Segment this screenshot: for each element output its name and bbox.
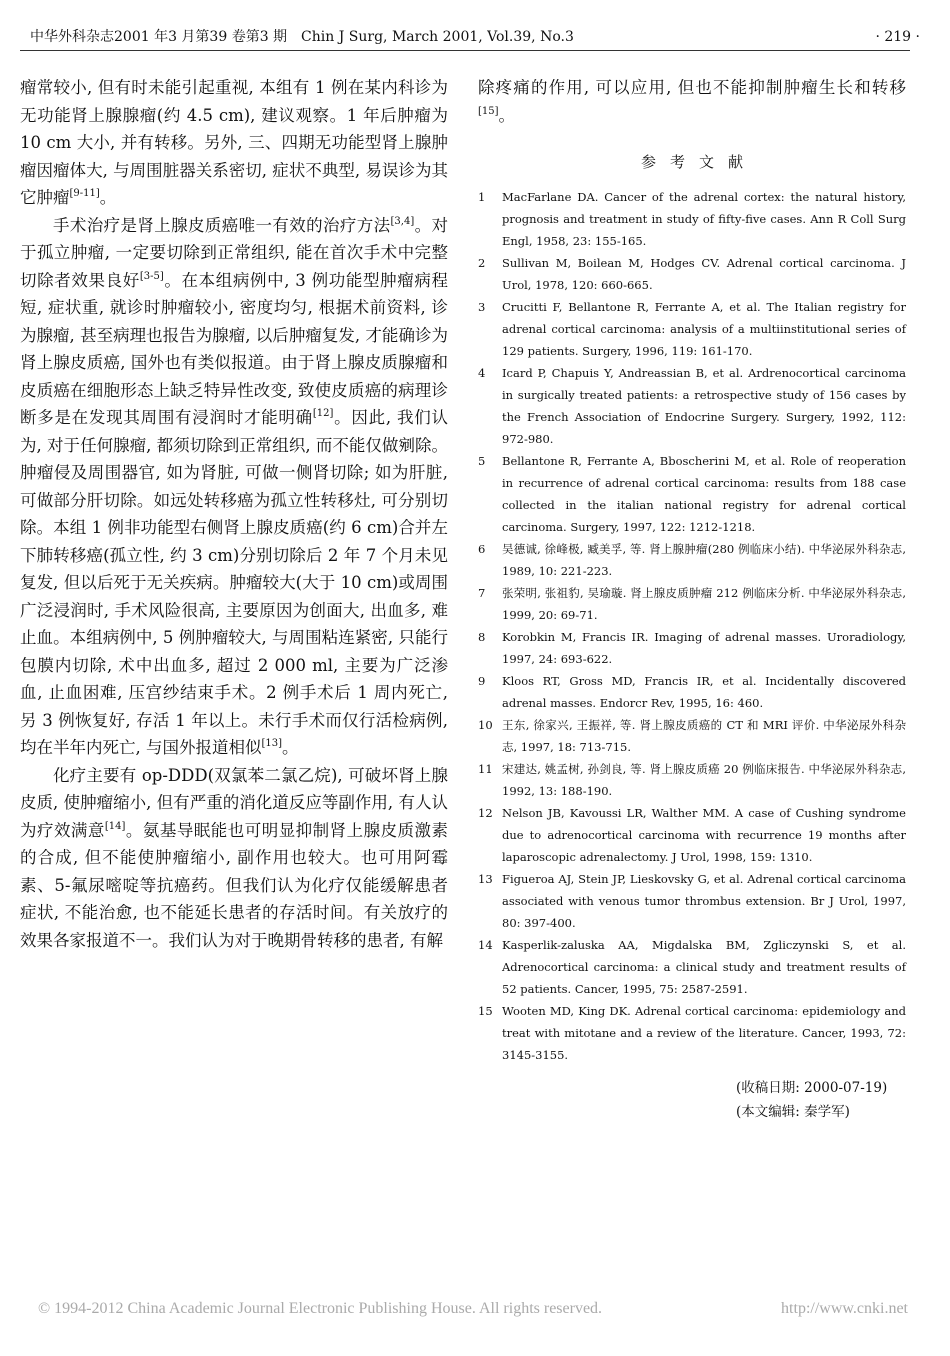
reference-item bbox=[478, 758, 906, 802]
reference-number: 2 bbox=[478, 256, 486, 270]
citation: [3-5] bbox=[139, 270, 164, 282]
reference-number: 6 bbox=[478, 542, 486, 556]
reference-item bbox=[478, 714, 906, 758]
reference-text: Kloos RT, Gross MD, Francis IR, et al. Incidentally discovered adrenal masses. Endorcr Rev, 1995, 16: 460. bbox=[502, 674, 906, 710]
reference-item bbox=[478, 1000, 906, 1066]
reference-text: 吴德诚, 徐峰极, 臧美孚, 等. 肾上腺肿瘤(280 例临床小结). 中华泌尿外科杂志, 1989, 10: 221-223. bbox=[502, 542, 906, 578]
reference-text: Sullivan M, Boilean M, Hodges CV. Adrenal cortical carcinoma. J Urol, 1978, 120: 660-665. bbox=[502, 256, 906, 292]
paragraph-3: 化疗主要有 op-DDD(双氯苯二氯乙烷), 可破坏肾上腺皮质, 使肿瘤缩小, 但有严重的消化道反应等副作用, 有人认为疗效满意[14]。氨基导眠能也可明显抑制肾上腺皮质激素的合成, 但不能使肿瘤缩小, 副作用也较大。也可用阿霉素、5-氟尿嘧啶等抗癌药。但我们认为化疗仅能缓解患者症状, 不能治愈, 也不能延长患者的存活时间。有关放疗的效果各家报道不一。我们认为对于晚期骨转移的患者, 有解 bbox=[20, 765, 449, 950]
citation: [9-11] bbox=[69, 188, 100, 199]
reference-item bbox=[478, 186, 906, 252]
citation: [3,4] bbox=[390, 215, 415, 227]
reference-list bbox=[478, 186, 906, 1066]
reference-item bbox=[478, 538, 906, 582]
reference-number: 8 bbox=[478, 630, 486, 644]
reference-text: Icard P, Chapuis Y, Andreassian B, et al. Ardrenocortical carcinoma in surgically treated patients: a retrospective study of 156 cases by the French Association of Endocrine Surgery. Surgery, 1992, 112: 972-980. bbox=[502, 366, 906, 446]
reference-text: Korobkin M, Francis IR. Imaging of adrenal masses. Uroradiology, 1997, 24: 693-622. bbox=[502, 630, 906, 666]
reference-item bbox=[478, 802, 906, 868]
paragraph-1: 瘤常较小, 但有时未能引起重视, 本组有 1 例在某内科诊为无功能肾上腺腺瘤(约 4.5 cm), 建议观察。1 年后肿瘤为 10 cm 大小, 并有转移。另外, 三、四期无功能型肾上腺肿瘤因瘤体大, 与周围脏器关系密切, 症状不典型, 易误诊为其它肿瘤[9-11]。 bbox=[20, 78, 448, 207]
paragraph-2: 手术治疗是肾上腺皮质癌唯一有效的治疗方法[3,4]。对于孤立肿瘤, 一定要切除到正常组织, 能在首次手术中完整切除者效果良好[3-5]。在本组病例中, 3 例功能型肿瘤病程短, 症状重, 就诊时肿瘤较小, 密度均匀, 根据术前资料, 诊为腺瘤, 甚至病理也报告为腺瘤, 以后肿瘤复发, 才能确诊为肾上腺皮质癌, 国外也有类似报道。由于肾上腺皮质腺瘤和皮质癌在细胞形态上缺乏特异性改变, 致使皮质癌的病理诊断多是在发现其周围有浸润时才能明确[12]。因此, 我们认为, 对于任何腺瘤, 都须切除到正常组织, 而不能仅做剜除。肿瘤侵及周围器官, 如为肾脏, 可做一侧肾切除; 如为肝脏, 可做部分肝切除。如远处转移癌为孤立性转移灶, 可分别切除。本组 1 例非功能型右侧肾上腺皮质癌(约 6 cm)合并左下肺转移癌(孤立性, 约 3 cm)分别切除后 2 年 7 个月未见复发, 但以后死于无关疾病。肿瘤较大(大于 10 cm)或周围广泛浸润时, 手术风险很高, 主要原因为创面大, 出血多, 难止血。本组病例中, 5 例肿瘤较大, 与周围粘连紧密, 只能行包膜内切除, 术中出血多, 超过 2 000 ml, 主要为广泛渗血, 止血困难, 压宫纱结束手术。2 例手术后 1 周内死亡, 另 3 例恢复好, 存活 1 年以上。未行手术而仅行活检病例, 均在半年内死亡, 与国外报道相似[13]。 bbox=[20, 215, 449, 757]
citation: [13] bbox=[261, 738, 283, 749]
reference-text: Bellantone R, Ferrante A, Bboscherini M, et al. Role of reoperation in recurrence of adrenal cortical carcinoma: results from 188 case collected in the italian national registry for adrenal cortical carcinoma. Surgery, 1997, 122: 1212-1218. bbox=[502, 454, 906, 534]
reference-text: 宋建达, 姚孟树, 孙剑良, 等. 肾上腺皮质癌 20 例临床报告. 中华泌尿外科杂志, 1992, 13: 188-190. bbox=[502, 762, 906, 798]
references-heading: 参考文献 bbox=[640, 153, 757, 171]
citation: [12] bbox=[312, 408, 334, 419]
reference-text: Wooten MD, King DK. Adrenal cortical carcinoma: epidemiology and treat with mitotane and a review of the literature. Cancer, 1993, 72: 3145-3155. bbox=[502, 1004, 906, 1062]
reference-text: Crucitti F, Bellantone R, Ferrante A, et al. The Italian registry for adrenal cortical carcinoma: analysis of a multiinstitutional series of 129 patients. Surgery, 1996, 119: 161-170. bbox=[502, 300, 906, 358]
reference-item bbox=[478, 934, 906, 1000]
reference-item bbox=[478, 296, 906, 362]
paragraph-continuation: 除疼痛的作用, 可以应用, 但也不能抑制肿瘤生长和转移[15]。 bbox=[478, 78, 906, 125]
header-rule bbox=[20, 50, 910, 51]
received-date: (收稿日期: 2000-07-19) bbox=[736, 1080, 888, 1096]
reference-item bbox=[478, 626, 906, 670]
reference-number: 7 bbox=[478, 586, 486, 600]
running-header bbox=[30, 28, 920, 50]
reference-number: 10 bbox=[478, 718, 493, 732]
reference-number: 5 bbox=[478, 454, 486, 468]
left-column bbox=[20, 74, 448, 954]
reference-number: 13 bbox=[478, 872, 493, 886]
page-number: · 219 · bbox=[875, 29, 920, 45]
reference-number: 9 bbox=[478, 674, 486, 688]
reference-number: 3 bbox=[478, 300, 486, 314]
citation: [14] bbox=[104, 820, 126, 832]
reference-item bbox=[478, 582, 906, 626]
reference-text: MacFarlane DA. Cancer of the adrenal cortex: the natural history, prognosis and treatment in study of fifty-five cases. Ann R Coll Surg Engl, 1958, 23: 155-165. bbox=[502, 190, 906, 248]
journal-citation-header: 中华外科杂志2001 年3 月第39 卷第3 期 Chin J Surg, March 2001, Vol.39, No.3 bbox=[30, 29, 574, 45]
reference-item bbox=[478, 670, 906, 714]
reference-item bbox=[478, 362, 906, 450]
reference-text: 张荣明, 张祖豹, 吴瑜璇. 肾上腺皮质肿瘤 212 例临床分析. 中华泌尿外科杂志, 1999, 20: 69-71. bbox=[502, 586, 906, 622]
copyright-footer bbox=[38, 1300, 908, 1318]
reference-number: 11 bbox=[478, 762, 493, 776]
reference-text: Nelson JB, Kavoussi LR, Walther MM. A case of Cushing syndrome due to adrenocortical carcinoma with recurrence 19 months after laparoscopic adrenalectomy. J Urol, 1998, 159: 1310. bbox=[502, 806, 906, 864]
right-column bbox=[478, 74, 906, 1124]
reference-item bbox=[478, 450, 906, 538]
reference-number: 1 bbox=[478, 190, 486, 204]
copyright-text: © 1994-2012 China Academic Journal Electronic Publishing House. All rights reserved. bbox=[38, 1300, 603, 1317]
citation: [15] bbox=[478, 105, 499, 117]
reference-text: Kasperlik-zaluska AA, Migdalska BM, Zgliczynski S, et al. Adrenocortical carcinoma: a clinical study and treatment results of 52 patients. Cancer, 1995, 75: 2587-2591. bbox=[502, 938, 906, 996]
reference-text: 王东, 徐家兴, 王振祥, 等. 肾上腺皮质癌的 CT 和 MRI 评价. 中华泌尿外科杂志, 1997, 18: 713-715. bbox=[502, 718, 906, 754]
reference-text: Figueroa AJ, Stein JP, Lieskovsky G, et al. Adrenal cortical carcinoma associated with venous tumor thrombus extension. Br J Urol, 1997, 80: 397-400. bbox=[502, 872, 906, 930]
reference-number: 12 bbox=[478, 806, 493, 820]
reference-item bbox=[478, 252, 906, 296]
editor-note: (本文编辑: 秦学军) bbox=[736, 1104, 850, 1120]
reference-number: 14 bbox=[478, 938, 493, 952]
reference-item bbox=[478, 868, 906, 934]
cnki-link[interactable]: http://www.cnki.net bbox=[781, 1300, 908, 1317]
reference-number: 4 bbox=[478, 366, 486, 380]
reference-number: 15 bbox=[478, 1004, 493, 1018]
